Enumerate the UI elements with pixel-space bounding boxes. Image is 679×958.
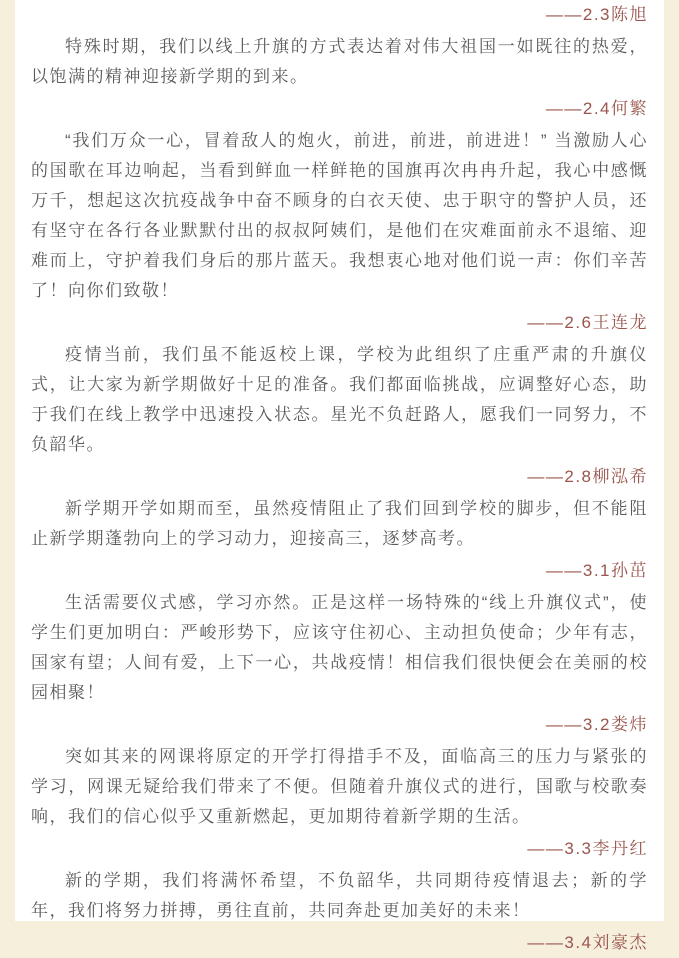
quote-paragraph: 特殊时期，我们以线上升旗的方式表达着对伟大祖国一如既往的热爱，以饱满的精神迎接新学期的到来。	[31, 37, 648, 86]
right-margin-strip	[664, 0, 679, 921]
quote-attribution: ——2.8柳泓希	[527, 467, 648, 486]
quote-paragraph: 新学期开学如期而至，虽然疫情阻止了我们回到学校的脚步，但不能阻止新学期蓬勃向上的学习动力，迎接高三，逐梦高考。	[31, 499, 648, 548]
quote-attribution: ——3.1孙茁	[545, 561, 648, 580]
quote-paragraph: 新的学期，我们将满怀希望，不负韶华，共同期待疫情退去；新的学年，我们将努力拼搏，勇往直前，共同奔赴更加美好的未来！	[31, 871, 648, 920]
quote-paragraph: 疫情当前，我们虽不能返校上课，学校为此组织了庄重严肃的升旗仪式，让大家为新学期做好十足的准备。我们都面临挑战，应调整好心态，助于我们在线上教学中迅速投入状态。星光不负赶路人，愿我们一同努力，不负韶华。	[31, 345, 648, 454]
quote-attribution: ——2.3陈旭	[545, 5, 648, 24]
quote-attribution: ——2.6王连龙	[527, 313, 648, 332]
quote-attribution: ——3.4刘豪杰	[527, 933, 648, 952]
article-content	[15, 0, 664, 952]
quote-paragraph: 突如其来的网课将原定的开学打得措手不及，面临高三的压力与紧张的学习，网课无疑给我们带来了不便。但随着升旗仪式的进行，国歌与校歌奏响，我们的信心似乎又重新燃起，更加期待着新学期的生活。	[31, 747, 648, 826]
quote-paragraph: “我们万众一心，冒着敌人的炮火，前进，前进，前进进！” 当激励人心的国歌在耳边响起，当看到鲜血一样鲜艳的国旗再次冉冉升起，我心中感慨万千，想起这次抗疫战争中奋不顾身的白衣天使、忠于职守的警护人员，还有坚守在各行各业默默付出的叔叔阿姨们，是他们在灾难面前永不退缩、迎难而上，守护着我们身后的那片蓝天。我想衷心地对他们说一声：你们辛苦了！向你们致敬！	[31, 131, 648, 300]
quote-paragraph: 生活需要仪式感，学习亦然。正是这样一场特殊的“线上升旗仪式”，使学生们更加明白：严峻形势下，应该守住初心、主动担负使命；少年有志，国家有望；人间有爱，上下一心，共战疫情！相信我们很快便会在美丽的校园相聚！	[31, 593, 648, 702]
quote-attribution: ——3.2娄炜	[545, 715, 648, 734]
left-margin-strip	[0, 0, 15, 921]
quote-attribution: ——2.4何繁	[545, 99, 648, 118]
quote-attribution: ——3.3李丹红	[527, 839, 648, 858]
